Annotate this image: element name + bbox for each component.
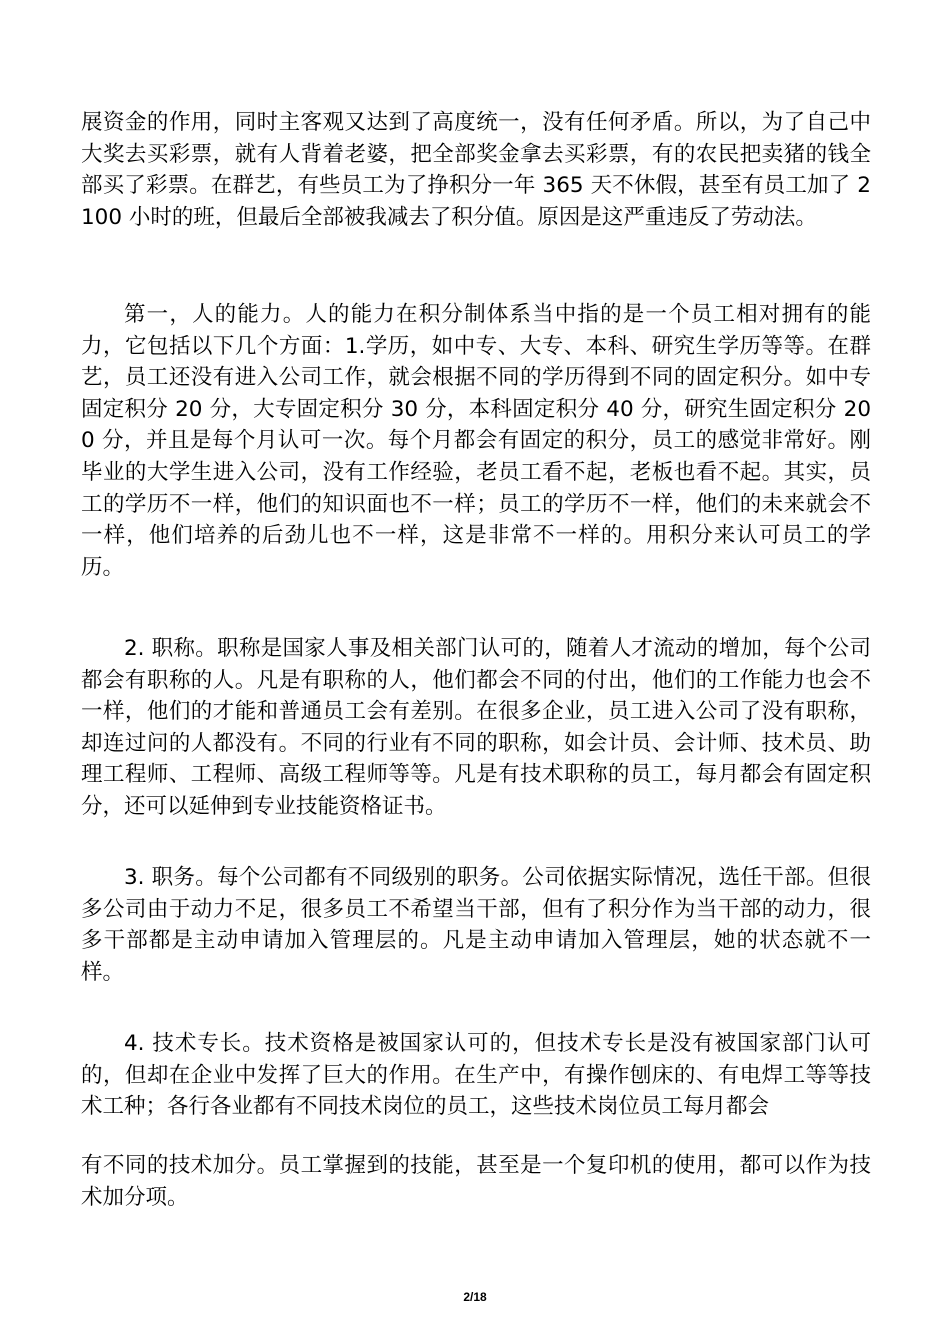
paragraph-ability: 第一，人的能力。人的能力在积分制体系当中指的是一个员工相对拥有的能力，它包括以下几个方面：1.学历，如中专、大专、本科、研究生学历等等。在群艺，员工还没有进入公司工作，就会根据不同的学历得到不同的固定积分。如中专固定积分 20 分，大专固定积分 30 分，本科固定积分 40 分，研究生固定积分 200 分，并且是每个月认可一次。每个月都会有固定的积分，员工的感觉非常好。刚毕业的大学生进入公司，没有工作经验，老员工看不起，老板也看不起。其实，员工的学历不一样，他们的知识面也不一样；员工的学历不一样，他们的未来就会不一样，他们培养的后劲儿也不一样，这是非常不一样的。用积分来认可员工的学历。 [81, 302, 871, 580]
paragraph-expertise-continued: 有不同的技术加分。员工掌握到的技能，甚至是一个复印机的使用，都可以作为技术加分项。 [81, 1153, 871, 1210]
paragraph-title: 2. 职称。职称是国家人事及相关部门认可的，随着人才流动的增加，每个公司都会有职称的人。凡是有职称的人，他们都会不同的付出，他们的工作能力也会不一样，他们的才能和普通员工会有差别。在很多企业，员工进入公司了没有职称，却连过问的人都没有。不同的行业有不同的职称，如会计员、会计师、技术员、助理工程师、工程师、高级工程师等等。凡是有技术职称的员工，每月都会有固定积分，还可以延伸到专业技能资格证书。 [81, 636, 871, 819]
paragraph-position: 3. 职务。每个公司都有不同级别的职务。公司依据实际情况，选任干部。但很多公司由于动力不足，很多员工不希望当干部，但有了积分作为当干部的动力，很多干部都是主动申请加入管理层的。凡是主动申请加入管理层，她的状态就不一样。 [81, 865, 871, 985]
paragraph-intro: 展资金的作用，同时主客观又达到了高度统一，没有任何矛盾。所以，为了自己中大奖去买彩票，就有人背着老婆，把全部奖金拿去买彩票，有的农民把卖猪的钱全部买了彩票。在群艺，有些员工为了挣积分一年 365 天不休假，甚至有员工加了 2100 小时的班，但最后全部被我减去了积分值。原因是这严重违反了劳动法。 [81, 110, 871, 230]
page-number: 2/18 [463, 1290, 487, 1304]
paragraph-expertise: 4. 技术专长。技术资格是被国家认可的，但技术专长是没有被国家部门认可的，但却在企业中发挥了巨大的作用。在生产中，有操作刨床的、有电焊工等等技术工种；各行各业都有不同技术岗位的员工，这些技术岗位员工每月都会 [81, 1031, 871, 1120]
